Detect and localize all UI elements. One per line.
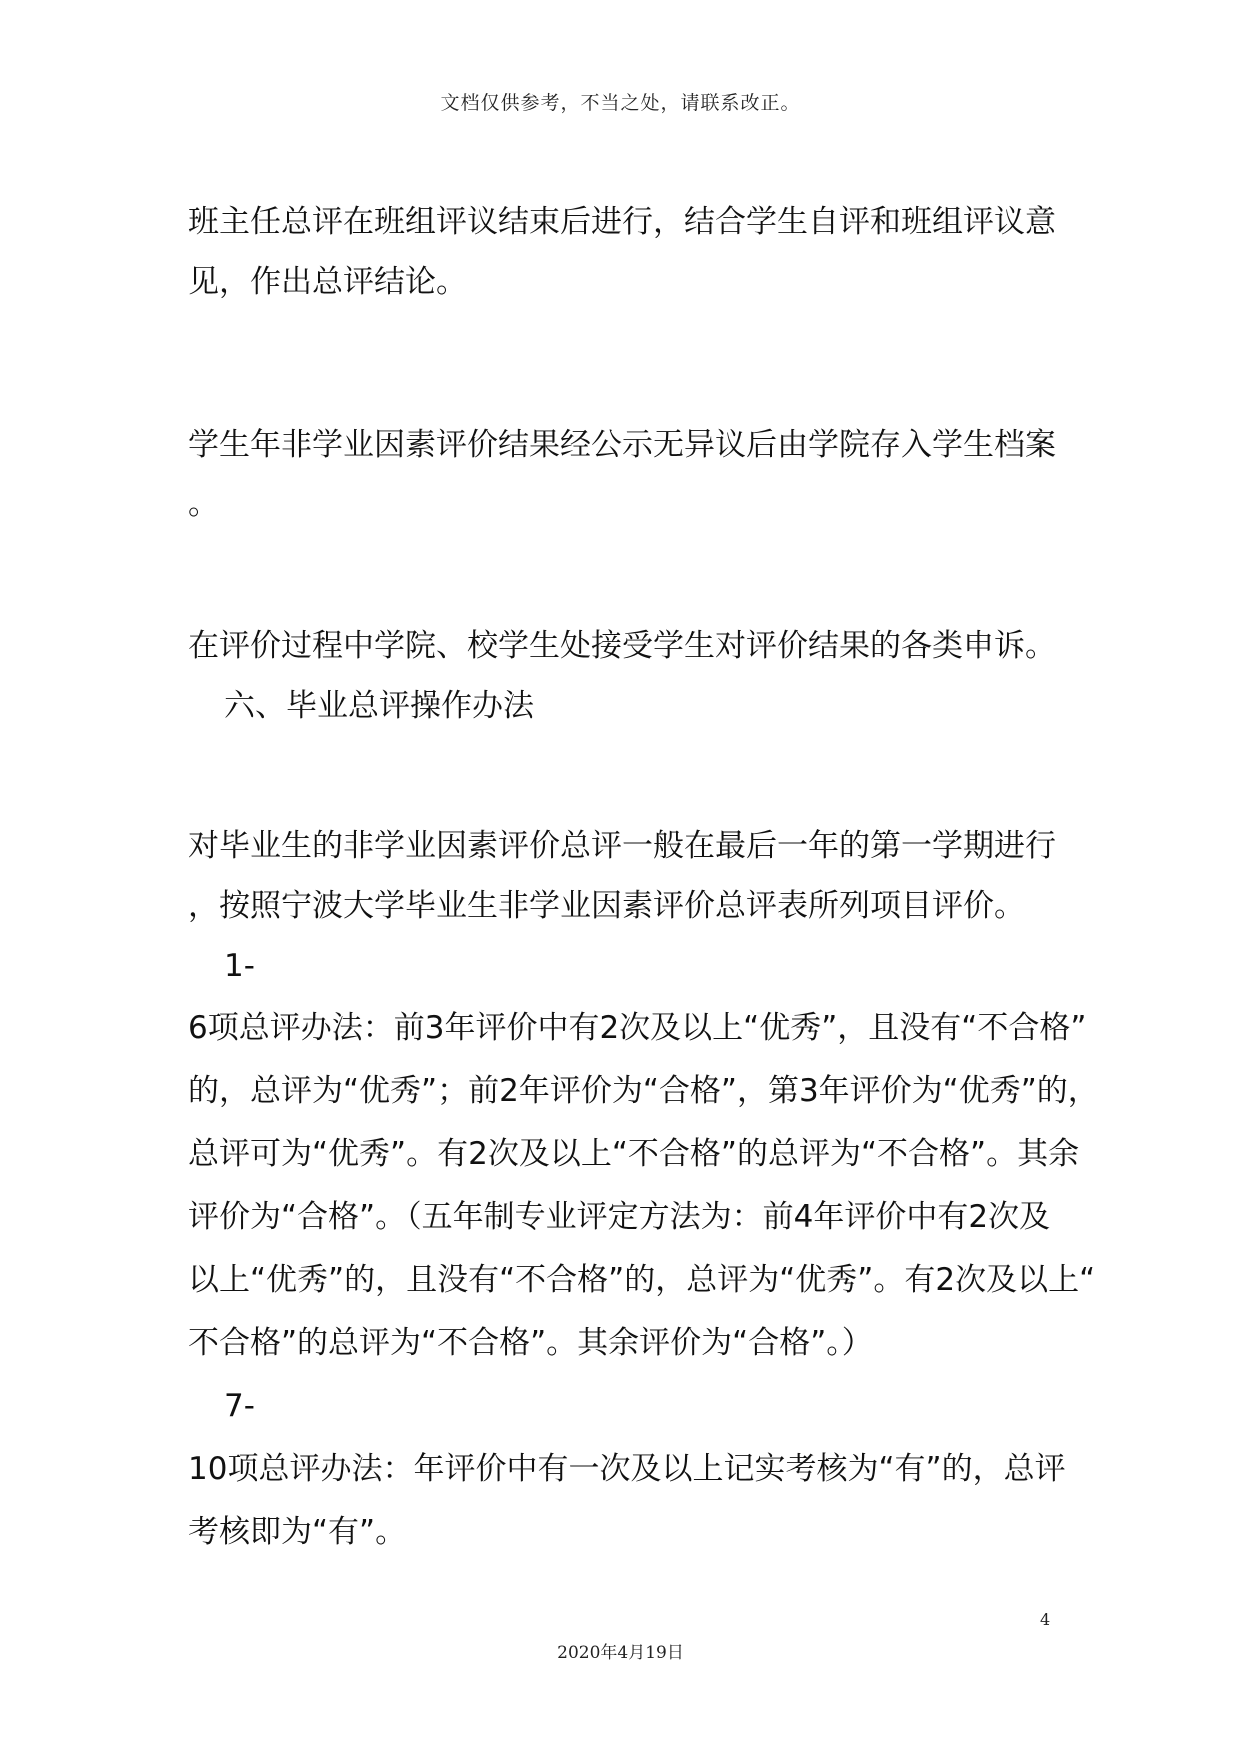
paragraph-line: 考核即为“有”。 bbox=[188, 1514, 407, 1550]
paragraph-line: 对毕业生的非学业因素评价总评一般在最后一年的第一学期进行 bbox=[188, 828, 1056, 864]
paragraph-line: 学生年非学业因素评价结果经公示无异议后由学院存入学生档案 bbox=[188, 427, 1056, 463]
paragraph-line: 以上“优秀”的，且没有“不合格”的，总评为“优秀”。有2次及以上“ bbox=[188, 1262, 1096, 1298]
paragraph-line: 班主任总评在班组评议结束后进行，结合学生自评和班组评议意 bbox=[188, 204, 1056, 240]
paragraph-line: 在评价过程中学院、校学生处接受学生对评价结果的各类申诉。 bbox=[188, 628, 1056, 664]
paragraph-line: 评价为“合格”。（五年制专业评定方法为：前4年评价中有2次及 bbox=[188, 1199, 1051, 1235]
paragraph-line: 10项总评办法：年评价中有一次及以上记实考核为“有”的，总评 bbox=[188, 1451, 1066, 1487]
paragraph-line: 的，总评为“优秀”；前2年评价为“合格”，第3年评价为“优秀”的， bbox=[188, 1073, 1099, 1109]
section-heading: 六、毕业总评操作办法 bbox=[224, 688, 534, 724]
footer-date: 2020年4月19日 bbox=[557, 1643, 684, 1663]
paragraph-line: 总评可为“优秀”。有2次及以上“不合格”的总评为“不合格”。其余 bbox=[188, 1136, 1080, 1172]
item-number: 7- bbox=[224, 1388, 255, 1424]
paragraph-line: 见，作出总评结论。 bbox=[188, 264, 467, 300]
header-note: 文档仅供参考，不当之处，请联系改正。 bbox=[440, 92, 801, 114]
paragraph-line: 6项总评办法：前3年评价中有2次及以上“优秀”，且没有“不合格” bbox=[188, 1010, 1087, 1046]
paragraph-line: ，按照宁波大学毕业生非学业因素评价总评表所列项目评价。 bbox=[188, 888, 1025, 924]
paragraph-line: 。 bbox=[188, 486, 219, 522]
item-number: 1- bbox=[224, 948, 255, 984]
page-number: 4 bbox=[1040, 1610, 1051, 1629]
paragraph-line: 不合格”的总评为“不合格”。其余评价为“合格”。） bbox=[188, 1325, 873, 1361]
